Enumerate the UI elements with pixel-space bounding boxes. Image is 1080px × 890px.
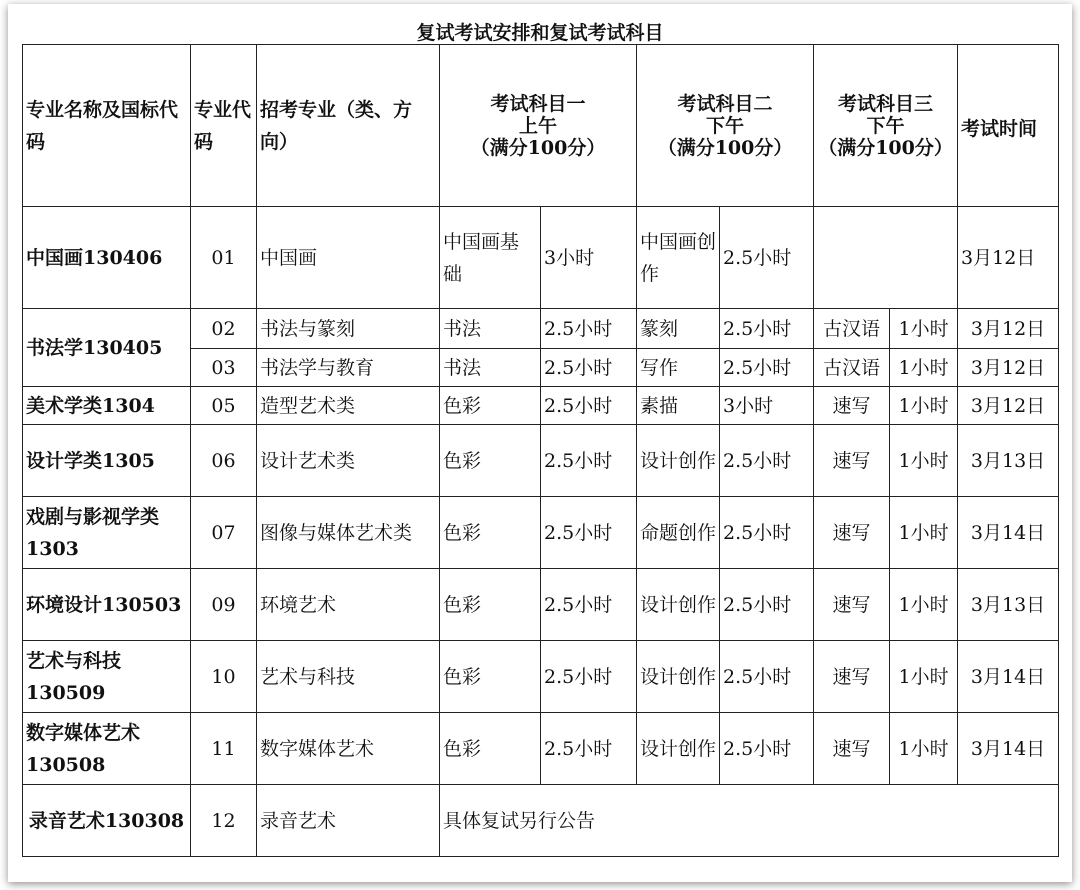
cell-major-code: 11: [191, 713, 257, 785]
cell-subject3: 速写: [814, 713, 890, 785]
cell-major-code: 01: [191, 207, 257, 309]
cell-subject1: 书法: [440, 349, 541, 387]
cell-subject1-hours: 2.5小时: [541, 641, 637, 713]
cell-exam-date: 3月13日: [958, 425, 1059, 497]
cell-exam-date: 3月13日: [958, 569, 1059, 641]
cell-subject1: 中国画基础: [440, 207, 541, 309]
cell-subject3-hours: 1小时: [890, 641, 958, 713]
header-major-name: 专业名称及国标代码: [23, 45, 191, 207]
cell-subject1-hours: 3小时: [541, 207, 637, 309]
cell-exam-date: 3月12日: [958, 309, 1059, 349]
cell-subject1: 色彩: [440, 497, 541, 569]
cell-subject2-hours: 2.5小时: [720, 207, 814, 309]
cell-exam-date: 3月12日: [958, 349, 1059, 387]
cell-subject1: 色彩: [440, 387, 541, 425]
cell-subject1: 色彩: [440, 641, 541, 713]
cell-exam-date: 3月12日: [958, 387, 1059, 425]
header-major-code: 专业代码: [191, 45, 257, 207]
cell-subject3: 速写: [814, 387, 890, 425]
cell-subject3-hours: 1小时: [890, 425, 958, 497]
cell-recruit-major: 环境艺术: [257, 569, 440, 641]
cell-subject3: [814, 207, 958, 309]
cell-recruit-major: 设计艺术类: [257, 425, 440, 497]
cell-major-code: 12: [191, 785, 257, 857]
cell-recruit-major: 图像与媒体艺术类: [257, 497, 440, 569]
cell-subject2-hours: 2.5小时: [720, 349, 814, 387]
cell-subject1-hours: 2.5小时: [541, 713, 637, 785]
cell-subject3-hours: 1小时: [890, 569, 958, 641]
cell-exam-date: 3月12日: [958, 207, 1059, 309]
document-page: [8, 4, 1072, 882]
cell-subject2: 设计创作: [637, 713, 720, 785]
cell-major-code: 03: [191, 349, 257, 387]
table-row: [23, 425, 1059, 497]
cell-recruit-major: 数字媒体艺术: [257, 713, 440, 785]
cell-major-name: 戏剧与影视学类1303: [23, 497, 191, 569]
cell-subject2-hours: 2.5小时: [720, 425, 814, 497]
cell-subject2: 设计创作: [637, 569, 720, 641]
cell-subject1: 色彩: [440, 713, 541, 785]
cell-subject3: 速写: [814, 425, 890, 497]
cell-subject1: 色彩: [440, 569, 541, 641]
table-row: [23, 387, 1059, 425]
table-row: [23, 497, 1059, 569]
table-header-row: [23, 45, 1059, 207]
cell-subject1-hours: 2.5小时: [541, 425, 637, 497]
cell-subject2-hours: 2.5小时: [720, 641, 814, 713]
cell-subject1-hours: 2.5小时: [541, 349, 637, 387]
cell-subject2: 中国画创作: [637, 207, 720, 309]
cell-subject3-hours: 1小时: [890, 309, 958, 349]
cell-major-code: 02: [191, 309, 257, 349]
cell-subject1: 书法: [440, 309, 541, 349]
cell-subject2: 设计创作: [637, 641, 720, 713]
cell-major-code: 07: [191, 497, 257, 569]
cell-major-code: 05: [191, 387, 257, 425]
header-exam-time: 考试时间: [958, 45, 1059, 207]
cell-subject2: 写作: [637, 349, 720, 387]
cell-subject1-hours: 2.5小时: [541, 387, 637, 425]
cell-subject2-hours: 2.5小时: [720, 497, 814, 569]
cell-subject2-hours: 2.5小时: [720, 713, 814, 785]
cell-major-code: 09: [191, 569, 257, 641]
cell-subject2-hours: 3小时: [720, 387, 814, 425]
cell-subject3: 速写: [814, 497, 890, 569]
cell-recruit-major: 书法与篆刻: [257, 309, 440, 349]
cell-exam-date: 3月14日: [958, 713, 1059, 785]
cell-subject2-hours: 2.5小时: [720, 569, 814, 641]
exam-schedule-table: [22, 44, 1059, 857]
page-title: 复试考试安排和复试考试科目: [416, 22, 664, 44]
cell-subject2-hours: 2.5小时: [720, 309, 814, 349]
header-subject-2: 考试科目二 下午 （满分100分）: [637, 45, 814, 207]
cell-subject1-hours: 2.5小时: [541, 497, 637, 569]
cell-major-name: 数字媒体艺术130508: [23, 713, 191, 785]
cell-subject3-hours: 1小时: [890, 387, 958, 425]
cell-subject2: 命题创作: [637, 497, 720, 569]
cell-major-name: 美术学类1304: [23, 387, 191, 425]
cell-major-code: 06: [191, 425, 257, 497]
header-subject-3: 考试科目三 下午 （满分100分）: [814, 45, 958, 207]
cell-recruit-major: 录音艺术: [257, 785, 440, 857]
table-row: [23, 207, 1059, 309]
cell-major-name: 设计学类1305: [23, 425, 191, 497]
table-row: [23, 641, 1059, 713]
cell-subject3: 古汉语: [814, 349, 890, 387]
header-recruit-major: 招考专业（类、方向）: [257, 45, 440, 207]
cell-recruit-major: 造型艺术类: [257, 387, 440, 425]
cell-subject3-hours: 1小时: [890, 349, 958, 387]
cell-subject1-hours: 2.5小时: [541, 569, 637, 641]
cell-subject1: 色彩: [440, 425, 541, 497]
cell-recruit-major: 中国画: [257, 207, 440, 309]
table-row: [23, 785, 1059, 857]
cell-subject2: 素描: [637, 387, 720, 425]
table-row: [23, 569, 1059, 641]
cell-exam-date: 3月14日: [958, 497, 1059, 569]
cell-major-name: 录音艺术130308: [23, 785, 191, 857]
cell-subject3: 速写: [814, 641, 890, 713]
cell-recruit-major: 艺术与科技: [257, 641, 440, 713]
cell-recruit-major: 书法学与教育: [257, 349, 440, 387]
cell-subject3-hours: 1小时: [890, 713, 958, 785]
cell-major-code: 10: [191, 641, 257, 713]
cell-major-name: 书法学130405: [23, 309, 191, 387]
cell-major-name: 环境设计130503: [23, 569, 191, 641]
cell-subject3-hours: 1小时: [890, 497, 958, 569]
table-row: [23, 309, 1059, 349]
cell-major-name: 中国画130406: [23, 207, 191, 309]
cell-subject3: 古汉语: [814, 309, 890, 349]
cell-exam-date: 3月14日: [958, 641, 1059, 713]
header-subject-1: 考试科目一 上午 （满分100分）: [440, 45, 637, 207]
cell-subject3: 速写: [814, 569, 890, 641]
cell-subject2: 篆刻: [637, 309, 720, 349]
cell-subject1-hours: 2.5小时: [541, 309, 637, 349]
cell-subject2: 设计创作: [637, 425, 720, 497]
cell-major-name: 艺术与科技130509: [23, 641, 191, 713]
table-row: [23, 713, 1059, 785]
cell-note: 具体复试另行公告: [440, 785, 1059, 857]
